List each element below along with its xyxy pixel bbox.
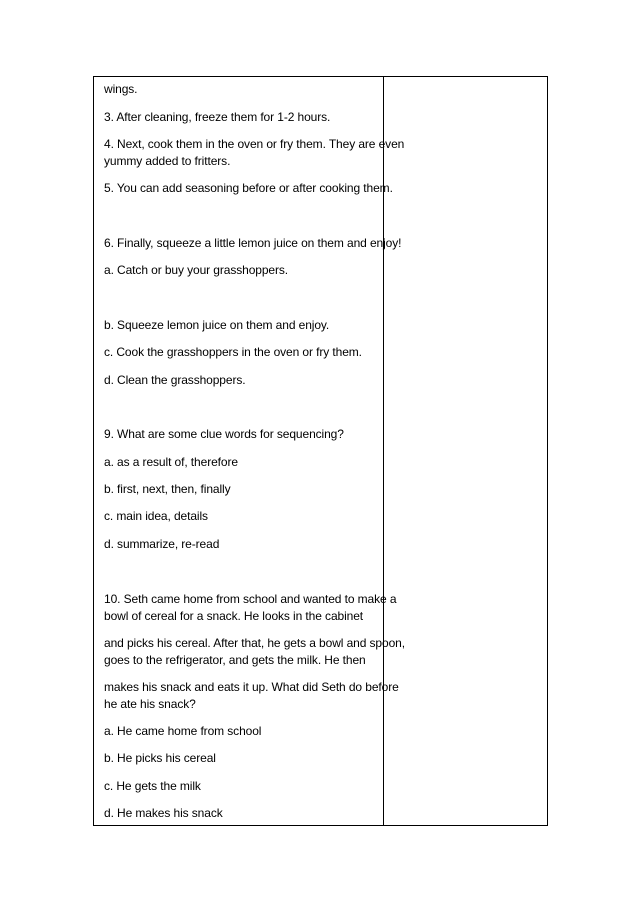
text-line: 3. After cleaning, freeze them for 1-2 hours.	[104, 110, 331, 124]
text-line: he ate his snack?	[104, 697, 196, 711]
text-line: 10. Seth came home from school and wanted to make a	[104, 592, 397, 606]
text-line: goes to the refrigerator, and gets the milk. He then	[104, 653, 366, 667]
text-line: yummy added to fritters.	[104, 154, 231, 168]
text-line: makes his snack and eats it up. What did Seth do before	[104, 680, 399, 694]
text-line: a. He came home from school	[104, 724, 262, 738]
text-line: bowl of cereal for a snack. He looks in the cabinet	[104, 609, 364, 623]
text-line: c. main idea, details	[104, 509, 208, 523]
text-line: d. Clean the grasshoppers.	[104, 373, 246, 387]
text-line: 5. You can add seasoning before or after cooking them.	[104, 181, 393, 195]
text-line: wings.	[104, 82, 138, 96]
text-line: b. first, next, then, finally	[104, 482, 231, 496]
text-line: a. as a result of, therefore	[104, 455, 238, 469]
text-line: and picks his cereal. After that, he gets a bowl and spoon,	[104, 636, 405, 650]
right-column-cell	[384, 77, 547, 825]
text-line: b. Squeeze lemon juice on them and enjoy.	[104, 318, 330, 332]
text-line: a. Catch or buy your grasshoppers.	[104, 263, 289, 277]
text-line: 9. What are some clue words for sequencing?	[104, 427, 344, 441]
text-line: d. He makes his snack	[104, 806, 223, 820]
text-line: 6. Finally, squeeze a little lemon juice on them and enjoy!	[104, 236, 402, 250]
text-line: 4. Next, cook them in the oven or fry them. They are even	[104, 137, 405, 151]
text-line: c. Cook the grasshoppers in the oven or fry them.	[104, 345, 362, 359]
worksheet-table	[93, 76, 548, 826]
text-line: d. summarize, re-read	[104, 537, 220, 551]
text-line: c. He gets the milk	[104, 779, 201, 793]
text-line: b. He picks his cereal	[104, 751, 216, 765]
